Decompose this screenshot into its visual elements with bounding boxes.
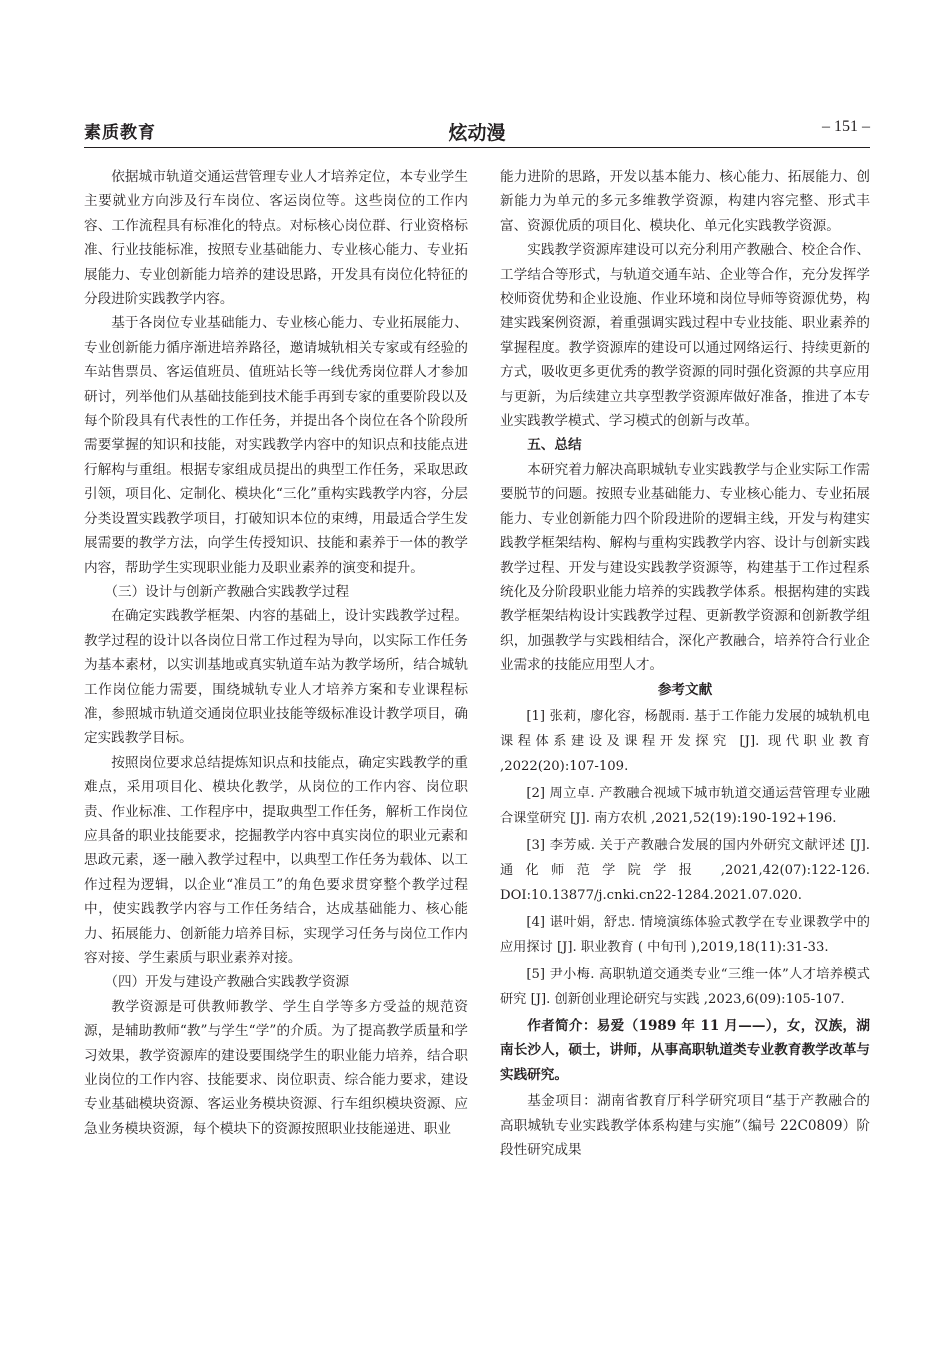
- left-column: [84, 165, 468, 1141]
- paragraph: 基于各岗位专业基础能力、专业核心能力、专业拓展能力、专业创新能力循序渐进培养路径，邀请城轨相关专家或有经验的车站售票员、客运值班员、值班站长等一线优秀岗位群人才参加研讨，列举他们从基础技能到技术能手再到专家的重要阶段以及每个阶段具有代表性的工作任务，并提出各个岗位在各个阶段所需要掌握的知识和技能，对实践教学内容中的知识点和技能点进行解构与重组。根据专家组成员提出的典型工作任务，采取思政引领，项目化、定制化、模块化“三化”重构实践教学内容，分层分类设置实践教学项目，打破知识本位的束缚，用最适合学生发展需要的教学方法，向学生传授知识、技能和素养于一体的教学内容，帮助学生实现职业能力及职业素养的演变和提升。: [84, 315, 468, 576]
- right-column: [500, 165, 870, 1162]
- paragraph: 本研究着力解决高职城轨专业实践教学与企业实际工作需要脱节的问题。按照专业基础能力、专业核心能力、专业拓展能力、专业创新能力四个阶段进阶的逻辑主线，开发与构建实践教学框架结构、解构与重构实践教学内容、设计与创新实践教学过程、开发与建设实践教学资源等，构建基于工作过程系统化及分阶段职业能力培养的实践教学体系。根据构建的实践教学框架结构设计实践教学过程、更新教学资源和创新教学组织，加强教学与实践相结合，深化产教融合，培养符合行业企业需求的技能应用型人才。: [500, 461, 870, 674]
- paragraph: 教学资源是可供教师教学、学生自学等多方受益的规范资源，是辅助教师“教”与学生“学”的介质。为了提高教学质量和学习效果，教学资源库的建设要围绕学生的职业能力培养，结合职业岗位的工作内容、技能要求、岗位职责、综合能力要求，建设专业基础模块资源、客运业务模块资源、行车组织模块资源、应急业务模块资源，每个模块下的资源按照职业技能递进、职业: [84, 998, 468, 1137]
- page-header: [84, 118, 870, 148]
- author-bio: 作者简介：易爱（1989 年 11 月——），女，汉族，湖南长沙人，硕士，讲师，从事高职轨道类专业教育教学改革与实践研究。: [500, 1017, 870, 1083]
- paragraph: 实践教学资源库建设可以充分利用产教融合、校企合作、工学结合等形式，与轨道交通车站、企业等合作，充分发挥学校师资优势和企业设施、作业环境和岗位导师等资源优势，构建实践案例资源，着重强调实践过程中专业技能、职业素养的掌握程度。教学资源库的建设可以通过网络运行、持续更新的方式，吸收更多更优秀的教学资源的同时强化资源的共享应用与更新，为后续建立共享型教学资源库做好准备，推进了本专业实践教学模式、学习模式的创新与改革。: [500, 242, 870, 430]
- references-title: 参考文献: [657, 681, 713, 698]
- section-heading: 五、总结: [527, 437, 582, 454]
- journal-section-name: 素质教育: [84, 123, 156, 143]
- paragraph: 依据城市轨道交通运营管理专业人才培养定位，本专业学生主要就业方向涉及行车岗位、客运岗位等。这些岗位的工作内容、工作流程具有标准化的特点。对标核心岗位群、行业资格标准、行业技能标准，按照专业基础能力、专业核心能力、专业拓展能力、专业创新能力培养的建设思路，开发具有岗位化特征的分段进阶实践教学内容。: [84, 169, 468, 308]
- reference-item: [4] 谌叶娟，舒忠. 情境演练体验式教学在专业课教学中的应用探讨 [J]. 职业教育 ( 中旬刊 ),2019,18(11):31-33.: [500, 914, 870, 955]
- paragraph: 能力进阶的思路，开发以基本能力、核心能力、拓展能力、创新能力为单元的多元多维教学资源，构建内容完整、形式丰富、资源优质的项目化、模块化、单元化实践教学资源。: [500, 169, 870, 234]
- reference-item: [1] 张莉，廖化容，杨靓雨. 基于工作能力发展的城轨机电课程体系建设及课程开发探究 [J]. 现代职业教育 ,2022(20):107-109.: [500, 708, 870, 774]
- reference-item: [5] 尹小梅. 高职轨道交通类专业“三维一体”人才培养模式研究 [J]. 创新创业理论研究与实践 ,2023,6(09):105-107.: [500, 966, 870, 1007]
- reference-item: [3] 李芳威. 关于产教融合发展的国内外研究文献评述 [J]. 通化师范学院学报 ,2021,42(07):122-126. DOI:10.13877/j.cnki.cn22-1284.2021.07.020.: [500, 837, 870, 903]
- paragraph: 在确定实践教学框架、内容的基础上，设计实践教学过程。教学过程的设计以各岗位日常工作过程为导向，以实际工作任务为基本素材，以实训基地或真实轨道车站为教学场所，结合城轨工作岗位能力需要，围绕城轨专业人才培养方案和专业课程标准，参照城市轨道交通岗位职业技能等级标准设计教学项目，确定实践教学目标。: [84, 608, 468, 747]
- subsection-heading: （四）开发与建设产教融合实践教学资源: [104, 974, 350, 991]
- header-rule: [84, 147, 870, 148]
- page-number: – 151 –: [822, 118, 870, 135]
- funding-note: 基金项目：湖南省教育厅科学研究项目“基于产教融合的高职城轨专业实践教学体系构建与实施”（编号 22C0809）阶段性研究成果: [500, 1093, 870, 1158]
- reference-item: [2] 周立卓. 产教融合视域下城市轨道交通运营管理专业融合课堂研究 [J]. 南方农机 ,2021,52(19):190-192+196.: [500, 785, 870, 826]
- subsection-heading: （三）设计与创新产教融合实践教学过程: [104, 583, 350, 600]
- journal-title: 炫动漫: [448, 122, 506, 144]
- paragraph: 按照岗位要求总结提炼知识点和技能点，确定实践教学的重难点，采用项目化、模块化教学，从岗位的工作内容、岗位职责、作业标准、工作程序中，提取典型工作任务，解析工作岗位应具备的职业技能要求，挖掘教学内容中真实岗位的职业元素和思政元素，逐一融入教学过程中，以典型工作任务为载体、以工作过程为逻辑，以企业“准员工”的角色要求贯穿整个教学过程中，使实践教学内容与工作任务结合，达成基础能力、核心能力、拓展能力、创新能力培养目标，实现学习任务与岗位工作内容对接、学生素质与职业素养对接。: [84, 754, 468, 966]
